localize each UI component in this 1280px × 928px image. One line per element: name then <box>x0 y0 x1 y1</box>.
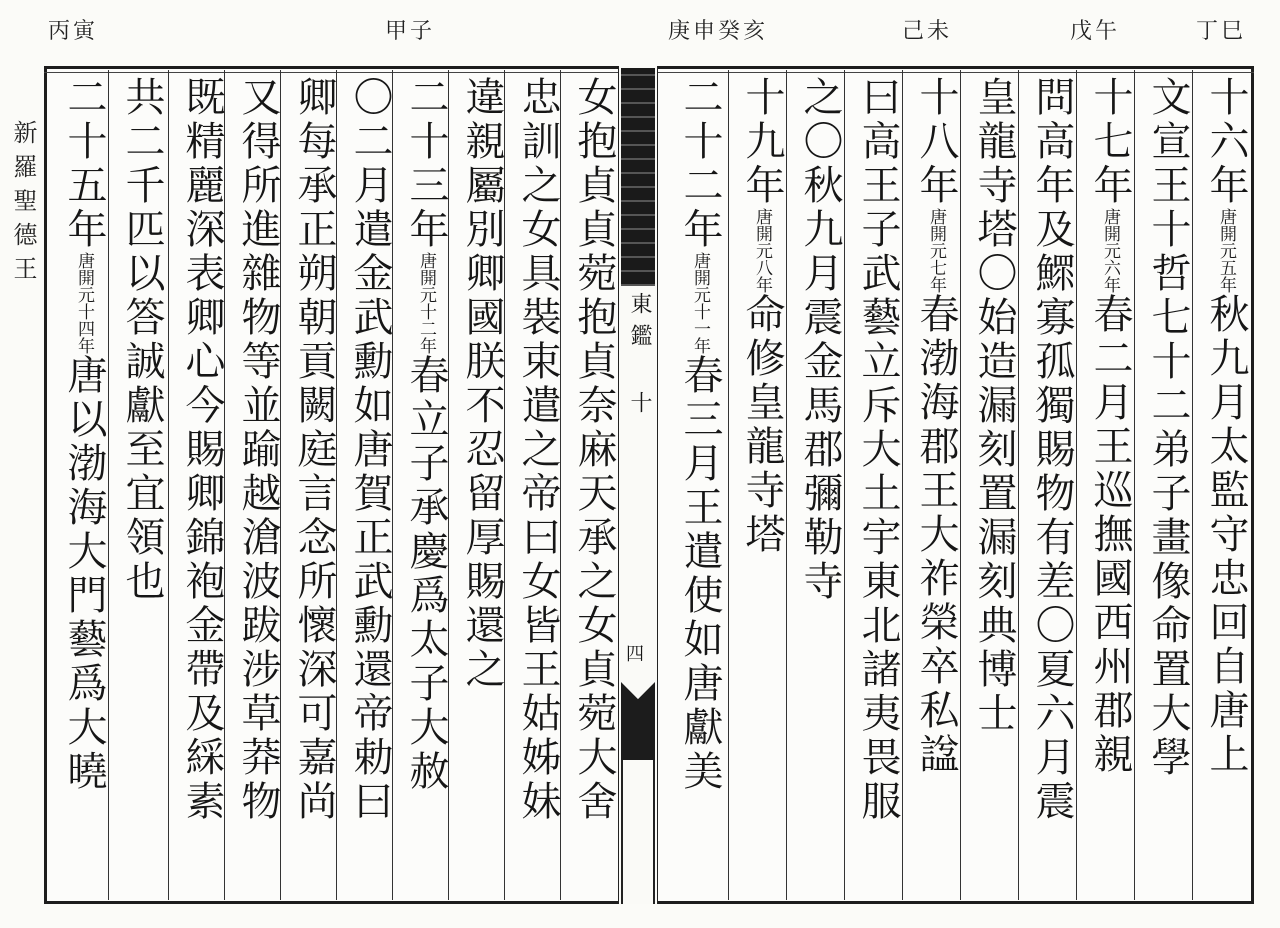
fish-tail-top-ornament <box>621 68 655 286</box>
text-column: 十七年唐開元六年春二月王巡撫國西州郡親 <box>1087 76 1133 777</box>
text-column: 問高年及鰥寡孤獨賜物有差〇夏六月震 <box>1029 76 1075 824</box>
column-rule <box>728 70 729 900</box>
text-column: 二十二年唐開元十一年春三月王遣使如唐獻美 <box>677 76 723 794</box>
header-note: 戊午 <box>1070 19 1121 44</box>
text-column: 之〇秋九月震金馬郡彌勒寺 <box>797 76 843 604</box>
text-column: 共二千匹以答誠獻至宜領也 <box>119 76 165 604</box>
text-column: 十八年唐開元七年春渤海郡王大祚榮卒私諡 <box>913 76 959 777</box>
header-note: 庚申癸亥 <box>668 19 769 44</box>
header-note: 己未 <box>902 19 953 44</box>
text-column: 女抱貞貞菀抱貞奈麻天承之女貞菀大舍 <box>571 76 617 824</box>
header-note: 丁巳 <box>1196 19 1247 44</box>
text-column: 〇二月遣金武勳如唐賀正武勳還帝勅曰 <box>347 76 393 824</box>
side-title: 新羅聖德王 <box>9 120 37 290</box>
text-column: 又得所進雜物等並踰越滄波跋涉草莽物 <box>235 76 281 824</box>
text-column: 既精麗深表卿心今賜卿錦袍金帶及綵素 <box>179 76 225 824</box>
header-note: 甲子 <box>385 19 436 44</box>
text-column: 二十三年唐開元十二年春立子承慶爲太子大赦 <box>403 76 449 794</box>
text-column: 十六年唐開元五年秋九月太監守忠回自唐上 <box>1203 76 1249 777</box>
text-column: 違親屬別卿國朕不忍留厚賜還之 <box>459 76 505 692</box>
gutter-lower-rules <box>621 760 655 904</box>
text-column: 文宣王十哲七十二弟子畫像命置大學 <box>1145 76 1191 780</box>
text-column: 曰高王子武藝立斥大土宇東北諸夷畏服 <box>855 76 901 824</box>
gutter-page-number: 四 <box>626 644 644 665</box>
gutter-title: 東鑑 十 <box>627 292 652 423</box>
text-column: 皇龍寺塔〇始造漏刻置漏刻典博士 <box>971 76 1017 736</box>
text-column: 忠訓之女具裝束遣之帝曰女皆王姑姊妹 <box>515 76 561 824</box>
text-column: 十九年唐開元八年命修皇龍寺塔 <box>739 76 785 557</box>
header-note: 丙寅 <box>48 19 99 44</box>
text-column: 二十五年唐開元十四年唐以渤海大門藝爲大曉 <box>61 76 107 794</box>
text-column: 卿每承正朔朝貢闕庭言念所懷深可嘉尚 <box>291 76 337 824</box>
